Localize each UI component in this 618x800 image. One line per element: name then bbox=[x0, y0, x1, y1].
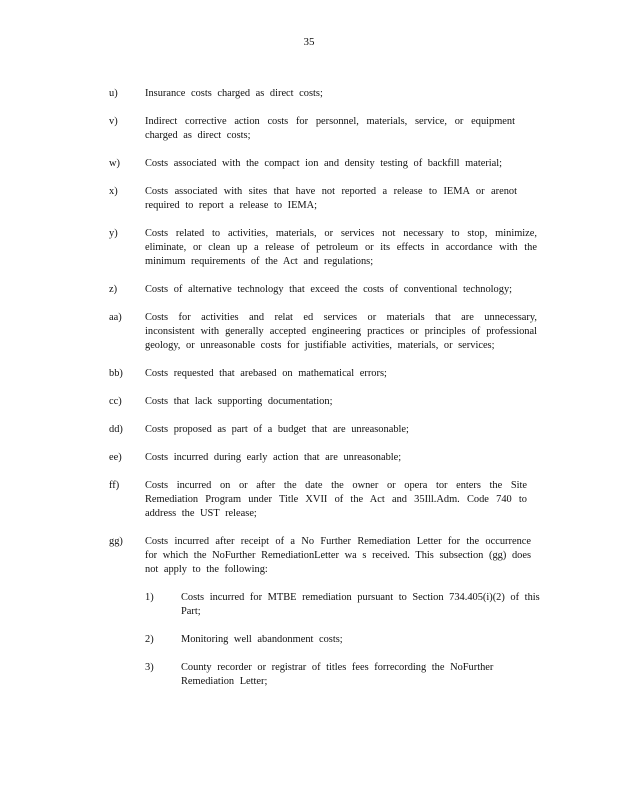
item-label: bb) bbox=[109, 368, 123, 379]
list-item-ee bbox=[0, 451, 618, 465]
list-item-bb bbox=[0, 367, 618, 381]
sub-item-3 bbox=[0, 661, 618, 689]
item-text: Costs associated with the compact ion and density testing of backfill material; bbox=[145, 158, 503, 169]
sub-item-text: County recorder or registrar of titles fees forrecording the NoFurther Remediation Letter; bbox=[181, 662, 494, 687]
item-label: aa) bbox=[109, 312, 122, 323]
item-label: gg) bbox=[109, 536, 123, 547]
list-item-x bbox=[0, 185, 618, 213]
item-text: Costs incurred after receipt of a No Further Remediation Letter for the occurrence for which the NoFurther RemediationLetter wa s received. This subsection (gg) does not apply to the following: bbox=[145, 536, 531, 575]
item-label: v) bbox=[109, 116, 118, 127]
item-text: Costs incurred on or after the date the owner or opera tor enters the Site Remediation Program under Title XVII of the Act and 35Ill.Adm. Code 740 to address the UST release; bbox=[145, 480, 527, 519]
sub-item-2 bbox=[0, 633, 618, 647]
item-text: Indirect corrective action costs for personnel, materials, service, or equipment charged as direct costs; bbox=[145, 116, 515, 141]
cost-list bbox=[0, 87, 618, 703]
sub-item-list bbox=[0, 591, 618, 689]
list-item-cc bbox=[0, 395, 618, 409]
item-label: z) bbox=[109, 284, 118, 295]
list-item-ff bbox=[0, 479, 618, 521]
list-item-v bbox=[0, 115, 618, 143]
item-label: dd) bbox=[109, 424, 123, 435]
item-text: Insurance costs charged as direct costs; bbox=[145, 88, 323, 99]
item-label: x) bbox=[109, 186, 118, 197]
item-label: cc) bbox=[109, 396, 122, 407]
list-item-aa bbox=[0, 311, 618, 353]
sub-item-label: 1) bbox=[145, 592, 154, 603]
list-item-u bbox=[0, 87, 618, 101]
item-label: y) bbox=[109, 228, 118, 239]
sub-item-1 bbox=[0, 591, 618, 619]
item-text: Costs related to activities, materials, or services not necessary to stop, minimize, eliminate, or clean up a release of petroleum or its effects in accordance with the minimum requirements of the Act and regulations; bbox=[145, 228, 537, 267]
sub-item-text: Costs incurred for MTBE remediation pursuant to Section 734.405(i)(2) of this Part; bbox=[181, 592, 540, 617]
list-item-gg bbox=[0, 535, 618, 689]
sub-item-label: 3) bbox=[145, 662, 154, 673]
list-item-w bbox=[0, 157, 618, 171]
list-item-dd bbox=[0, 423, 618, 437]
item-label: u) bbox=[109, 88, 118, 99]
page-number: 35 bbox=[303, 36, 315, 48]
item-text: Costs of alternative technology that exceed the costs of conventional technology; bbox=[145, 284, 513, 295]
list-item-y bbox=[0, 227, 618, 269]
item-text: Costs for activities and relat ed services or materials that are unnecessary, inconsistent with generally accepted engineering practices or principles of professional geology, or unreasonable costs for justifiable activities, materials, or services; bbox=[145, 312, 537, 351]
item-text: Costs associated with sites that have not reported a release to IEMA or arenot required to report a release to IEMA; bbox=[145, 186, 517, 211]
item-label: ff) bbox=[109, 480, 120, 491]
list-item-z bbox=[0, 283, 618, 297]
item-text: Costs proposed as part of a budget that are unreasonable; bbox=[145, 424, 409, 435]
item-text: Costs that lack supporting documentation; bbox=[145, 396, 333, 407]
item-label: ee) bbox=[109, 452, 122, 463]
item-text: Costs incurred during early action that are unreasonable; bbox=[145, 452, 402, 463]
sub-item-label: 2) bbox=[145, 634, 154, 645]
sub-item-text: Monitoring well abandonment costs; bbox=[181, 634, 343, 645]
item-text: Costs requested that arebased on mathematical errors; bbox=[145, 368, 387, 379]
item-label: w) bbox=[109, 158, 120, 169]
